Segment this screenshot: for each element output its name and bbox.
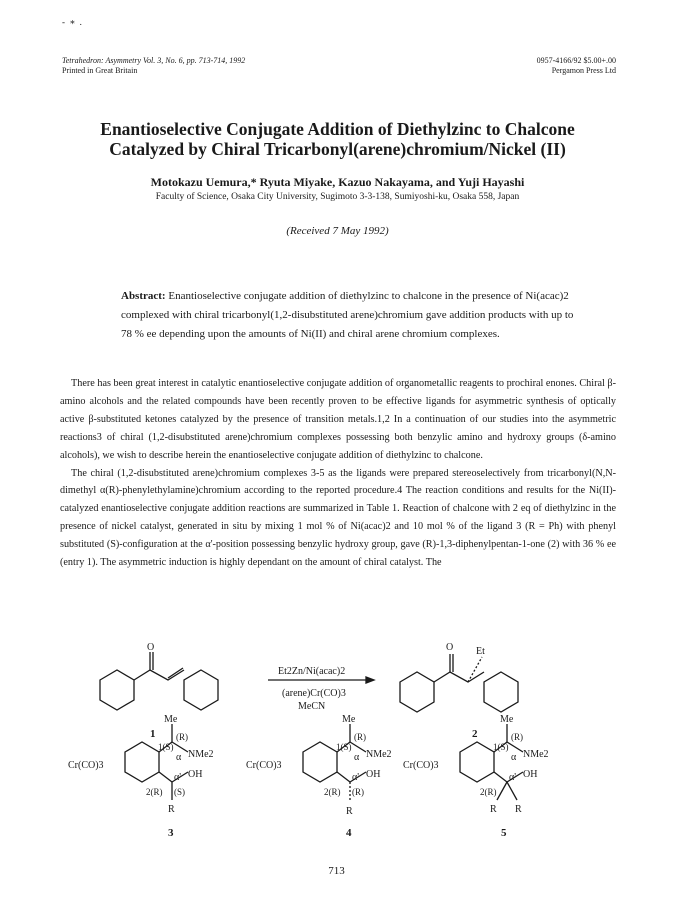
cr-label-3: Cr(CO)3: [68, 760, 104, 771]
config-r2-4: (R): [352, 787, 364, 797]
cr-label-5: Cr(CO)3: [403, 760, 439, 771]
r-group-4: R: [346, 806, 353, 817]
journal-line: Tetrahedron: Asymmetry Vol. 3, No. 6, pp. 713-714, 1992: [62, 56, 246, 65]
config-s-3: (S): [174, 787, 185, 797]
compound-label-5: 5: [501, 827, 507, 839]
methyl-label-4: Me: [342, 714, 356, 725]
nme2-label-4: NMe2: [366, 749, 392, 760]
oh-label-3: OH: [188, 769, 203, 780]
benzene-ring-left-1: [100, 670, 134, 710]
affiliation: Faculty of Science, Osaka City University, Sugimoto 3-3-138, Sumiyoshi-ku, Osaka 558, Japan: [155, 192, 520, 202]
oxygen-label-1: O: [147, 642, 155, 653]
compound-label-2: 2: [472, 728, 478, 740]
config-2r-5: 2(R): [480, 787, 497, 797]
config-r-3: (R): [176, 732, 188, 742]
price-line: 0957-4166/92 $5.00+.00: [536, 56, 616, 65]
oh-label-4: OH: [366, 769, 381, 780]
r-group-3: R: [168, 804, 175, 815]
abstract-label: Abstract:: [121, 290, 166, 302]
benzene-ring-right-2: [484, 672, 518, 712]
alpha-label-4: α: [354, 752, 360, 763]
alpha-label-3: α: [176, 752, 182, 763]
paper-title: Enantioselective Conjugate Addition of Diethylzinc to Chalcone Catalyzed by Chiral Tricarbonyl(arene)chromium/Nickel (II): [100, 119, 575, 159]
abstract-text: Enantioselective conjugate addition of diethylzinc to chalcone in the presence of Ni(acac)2 complexed with chiral tricarbonyl(1,2-disubstituted arene)chromium gave addition products with up to 78 % ee depending upon the amounts of Ni(II) and chiral arene chromium complexes.: [121, 290, 574, 340]
compound-label-1: 1: [150, 728, 156, 740]
oxygen-label-2: O: [446, 642, 454, 653]
compound-label-3: 3: [168, 827, 174, 839]
printed-line: Printed in Great Britain: [62, 66, 138, 75]
cr-label-4: Cr(CO)3: [246, 760, 282, 771]
config-2r-3: 2(R): [146, 787, 163, 797]
alpha-prime-label-5: α': [509, 772, 517, 783]
benzene-ring-left-2: [400, 672, 434, 712]
alpha-prime-label-4: α': [352, 772, 360, 783]
reagent-top: Et2Zn/Ni(acac)2: [278, 666, 346, 677]
compound-label-4: 4: [346, 827, 352, 839]
reagent-bottom: MeCN: [298, 701, 326, 712]
arene-ring-4: [303, 742, 337, 782]
config-1s-4: 1(S): [336, 742, 352, 752]
reaction-scheme: [60, 452, 616, 842]
nme2-label-3: NMe2: [188, 749, 214, 760]
alpha-prime-label-3: α': [174, 772, 182, 783]
config-1s-5: 1(S): [493, 742, 509, 752]
arene-ring-5: [460, 742, 494, 782]
received-date: (Received 7 May 1992): [286, 225, 389, 237]
publisher-line: Pergamon Press Ltd: [551, 66, 616, 75]
oh-label-5: OH: [523, 769, 538, 780]
r-group-5a: R: [490, 804, 497, 815]
nme2-label-5: NMe2: [523, 749, 549, 760]
config-r-4: (R): [354, 732, 366, 742]
reagent-mid: (arene)Cr(CO)3: [282, 688, 346, 699]
arene-ring-3: [125, 742, 159, 782]
config-2r-4: 2(R): [324, 787, 341, 797]
ethyl-label: Et: [476, 646, 485, 657]
abstract: [121, 287, 576, 344]
paragraph-2: The chiral (1,2-disubstituted arene)chromium complexes 3-5 as the ligands were prepared stereoselectively from tricarbonyl(N,N-dimethyl α(R)-phenylethylamine)chromium according to the reported procedure.4 The reaction conditions and results for the Ni(II)-catalyzed enantioselective conjugate addition reactions are summarized in Table 1. Reaction of chalcone with 2 eq of diethylzinc in the presence of nickel catalyst, generated in situ by mixing 1 mol % of Ni(acac)2 and 10 mol % of the ligand 3 (R = Ph) with phenyl substituted (S)-configuration at the α'-position possessing benzylic hydroxy group, gave (R)-1,3-diphenylpentan-1-one (2) with 36 % ee (entry 1). The asymmetric induction is highly dependant on the amount of chiral catalyst. The: [60, 467, 616, 569]
paragraph-1: There has been great interest in catalytic enantioselective conjugate addition of organometallic reagents to prochiral enones. Chiral β-amino alcohols and the related compounds have been recently proven to be effective ligands for asymmetric synthesis of optically active β-substituted ketones catalyzed by the presence of transition metals.1,2 In a continuation of our studies into the asymmetric reactions3 of chiral (1,2-disubstituted arene)chromium complexes possessing both benzylic amino and hydroxy groups (δ-amino alcohols), we wish to describe herein the enantioselective conjugate addition of diethylzinc to chalcone.: [60, 378, 616, 461]
authors: Motokazu Uemura,* Ryuta Miyake, Kazuo Nakayama, and Yuji Hayashi: [150, 175, 525, 189]
r-group-5b: R: [515, 804, 522, 815]
corner-mark: - ∗ .: [62, 17, 83, 27]
benzene-ring-right-1: [184, 670, 218, 710]
methyl-label-3: Me: [164, 714, 178, 725]
page-number: 713: [328, 865, 345, 877]
config-r-5: (R): [511, 732, 523, 742]
alpha-label-5: α: [511, 752, 517, 763]
methyl-label-5: Me: [500, 714, 514, 725]
config-1s-3: 1(S): [158, 742, 174, 752]
